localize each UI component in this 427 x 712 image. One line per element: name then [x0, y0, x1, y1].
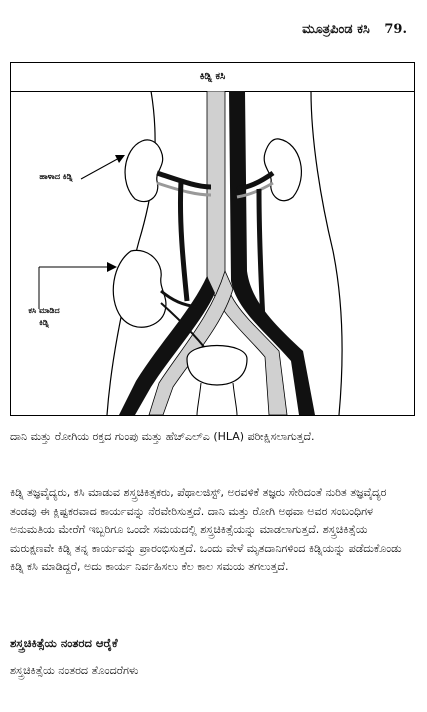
kidney-transplant-figure — [10, 62, 415, 416]
section-heading-post-op-care: ಶಸ್ತ್ರಚಿಕಿತ್ಸೆಯ ನಂತರದ ಆರೈಕೆ — [10, 636, 118, 650]
figure-title: ಕಿಡ್ನಿ ಕಸಿ — [11, 63, 414, 92]
running-header — [302, 22, 407, 37]
label-old-kidney: ಹಾಳಾದ ಕಿಡ್ನಿ — [39, 172, 73, 181]
page-number: 79. — [384, 22, 407, 37]
label-transplanted-kidney-line2: ಕಿಡ್ನಿ — [39, 318, 49, 327]
subsection-post-op-complications: ಶಸ್ತ್ರಚಿಕಿತ್ಸೆಯ ನಂತರದ ತೊಂದರೆಗಳು — [10, 664, 139, 677]
paragraph-blood-group-test: ದಾನಿ ಮತ್ತು ರೋಗಿಯ ರಕ್ತದ ಗುಂಪು ಮತ್ತು ಹೆಚ್‌ಎಲ್‌ಎ (HLA) ಪರೀಕ್ಷಿಸಲಾಗುತ್ತದೆ. — [10, 430, 315, 443]
chapter-title: ಮೂತ್ರಪಿಂಡ ಕಸಿ — [302, 22, 370, 37]
label-transplanted-kidney — [19, 305, 69, 329]
kidney-diagram-illustration — [11, 91, 414, 415]
paragraph-transplant-team: ಕಿಡ್ನಿ ತಜ್ಞವೈದ್ಯರು, ಕಸಿ ಮಾಡುವ ಶಸ್ತ್ರಚಿಕಿತ್ಸಕರು, ಪೆಥಾಲಜಿಸ್ಟ್, ಅರವಳಿಕೆ ತಜ್ಞರು ಸೇರಿದಂತೆ ನುರಿತ ತಜ್ಞವೈದ್ಯರ ತಂಡವು ಈ ಕ್ಲಿಷ್ಟಕರವಾದ ಕಾರ್ಯವನ್ನು ನೆರವೇರಿಸುತ್ತದೆ. ದಾನಿ ಮತ್ತು ರೋಗಿ ಅಥವಾ ಅವರ ಸಂಬಂಧಿಗಳ ಅನುಮತಿಯ ಮೇರೆಗೆ ಇಬ್ಬರಿಗೂ ಒಂದೇ ಸಮಯದಲ್ಲಿ ಶಸ್ತ್ರಚಿಕಿತ್ಸೆಯನ್ನು ಮಾಡಲಾಗುತ್ತದೆ. ಶಸ್ತ್ರಚಿಕಿತ್ಸೆಯ ಮರುಕ್ಷಣವೇ ಕಿಡ್ನಿ ತನ್ನ ಕಾರ್ಯವನ್ನು ಪ್ರಾರಂಭಿಸುತ್ತದೆ. ಒಂದು ವೇಳೆ ಮೃತದಾನಿಗಳಿಂದ ಕಿಡ್ನಿಯನ್ನು ಪಡೆದುಕೊಂಡು ಕಿಡ್ನಿ ಕಸಿ ಮಾಡಿದ್ದರೆ, ಅದು ಕಾರ್ಯ ನಿರ್ವಹಿಸಲು ಕೆಲ ಕಾಲ ಸಮಯ ತಗಲುತ್ತದೆ. — [10, 486, 402, 573]
label-transplanted-kidney-line1: ಕಸಿ ಮಾಡಿದ — [28, 306, 60, 315]
